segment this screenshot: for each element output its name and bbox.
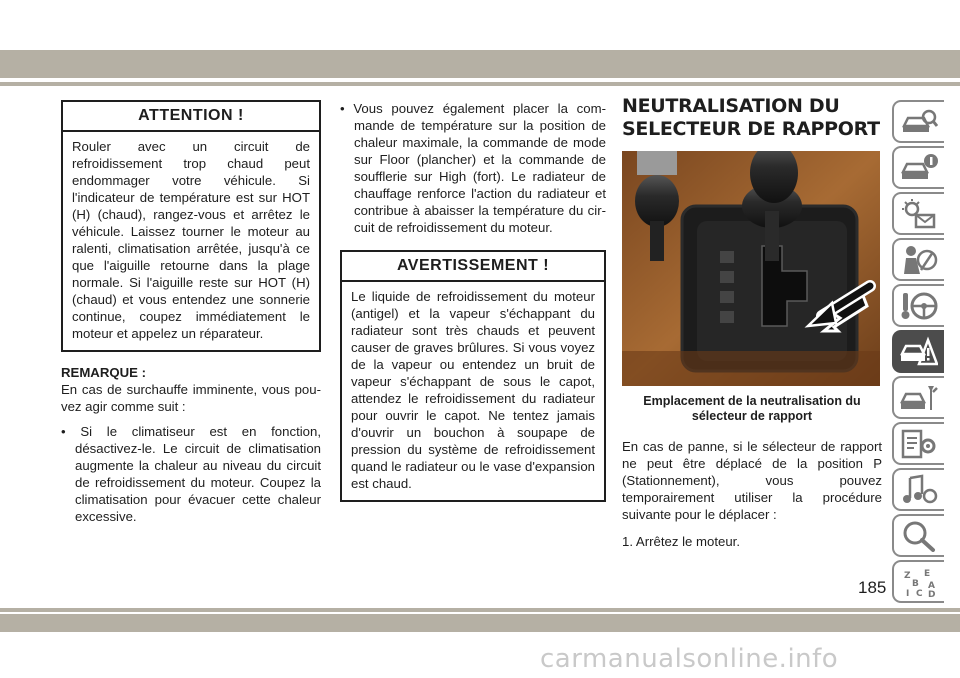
tab-technical-specs[interactable] — [892, 422, 944, 465]
heading-line-2: SELECTEUR DE RAPPORT — [622, 118, 880, 140]
section-heading — [622, 95, 882, 141]
footer-band — [0, 614, 960, 632]
bullet-heater: • Vous pouvez également placer la commande de température sur la position de chaleur maximale, la commande de mode sur Floor (plancher) et la commande de soufflerie sur High (fort). Le radiateur de chauffage renforce l'action du radiateur et contribue à abaisser la température du circuit de refroidissement du moteur. — [340, 101, 606, 235]
avertissement-box — [340, 250, 606, 502]
music-settings-icon — [900, 474, 938, 506]
override-body: En cas de panne, si le sélecteur de rapport ne peut être déplacé de la position P (Stationnement), vous pouvez temporairement utiliser la procédure suivante pour le déplacer : — [622, 439, 882, 522]
header-band — [0, 50, 960, 78]
svg-text:I: I — [906, 588, 910, 598]
attention-text: Rouler avec un circuit de refroidissement trop chaud peut endommager votre véhicule. Si l'indicateur de température est sur HOT (H) (chaud), rangez-vous et arrêtez le véhicule. Laissez tourner le moteur au ralenti, climatisation arrêtée, jusqu'à ce que l'aiguille retourne dans la plage normale. Si l'aiguille reste sur HOT (H) (chaud) et vous entendez une sonnerie continue, coupez immédiatement le moteur et appelez un réparateur. — [72, 139, 310, 341]
car-info-icon — [900, 152, 938, 184]
steering-wheel-icon — [900, 290, 938, 322]
avertissement-text: Le liquide de refroidissement du moteur (antigel) et la vapeur s'échappant du radiateur sont très chauds et peuvent causer de graves brûlures. Si vous voyez de la vapeur ou entendez un bruit de vapeur s'échappant de sous le capot, attendez le refroidissement du radiateur pour ouvrir le capot. Ne tentez jamais d'ouvrir un bouchon à soupape de pression du système de refroidissement quand le radiateur ou le vase d'expansion est chaud. — [351, 289, 595, 491]
remarque-title: REMARQUE : — [61, 365, 146, 380]
svg-text:C: C — [916, 588, 923, 598]
alphabet-index-icon — [900, 566, 938, 598]
tab-index[interactable] — [892, 560, 944, 603]
svg-text:A: A — [928, 580, 935, 591]
watermark-text: carmanualsonline.info — [540, 644, 839, 674]
car-wrench-icon — [900, 382, 938, 414]
attention-title: ATTENTION ! — [63, 102, 319, 132]
tab-emergency[interactable] — [892, 330, 944, 373]
dashboard-light-icon — [900, 198, 938, 230]
heading-line-1: NEUTRALISATION DU — [622, 95, 840, 117]
attention-box — [61, 100, 321, 352]
column-left — [61, 100, 321, 525]
column-right — [622, 95, 882, 550]
tab-dashboard-lights[interactable] — [892, 192, 944, 235]
tab-car-search[interactable] — [892, 100, 944, 143]
step-1: 1. Arrêtez le moteur. — [622, 534, 741, 549]
tab-airbag-safety[interactable] — [892, 238, 944, 281]
tab-car-info[interactable] — [892, 146, 944, 189]
tab-search[interactable] — [892, 514, 944, 557]
avertissement-title: AVERTISSEMENT ! — [342, 252, 604, 282]
svg-text:E: E — [924, 568, 931, 579]
footer-rule — [0, 608, 960, 612]
shifter-override-photo — [622, 151, 880, 386]
page-number: 185 — [858, 578, 887, 597]
tab-servicing[interactable] — [892, 376, 944, 419]
svg-text:B: B — [912, 578, 919, 589]
svg-text:Z: Z — [904, 570, 911, 581]
tab-starting-driving[interactable] — [892, 284, 944, 327]
column-middle — [340, 100, 606, 502]
car-warning-icon — [900, 336, 938, 368]
bullet-ac-off: • Si le climatiseur est en fonction, désactivez-le. Le circuit de climatisation augmente la chaleur au niveau du circuit de refroidissement du moteur. Coupez la climatisation pour évacuer cette chaleur excessive. — [61, 424, 321, 524]
svg-text:D: D — [928, 589, 936, 598]
specs-gear-icon — [900, 428, 938, 460]
header-rule — [0, 82, 960, 86]
caption-line-1: Emplacement de la neutralisation du — [643, 394, 861, 408]
magnifier-icon — [900, 520, 938, 552]
tab-multimedia[interactable] — [892, 468, 944, 511]
airbag-person-icon — [900, 244, 938, 276]
chapter-tabs — [892, 100, 948, 606]
car-search-icon — [900, 106, 938, 138]
photo-caption — [622, 394, 882, 424]
remarque-text: En cas de surchauffe imminente, vous pouvez agir comme suit : — [61, 382, 321, 414]
caption-line-2: sélecteur de rapport — [691, 409, 813, 423]
